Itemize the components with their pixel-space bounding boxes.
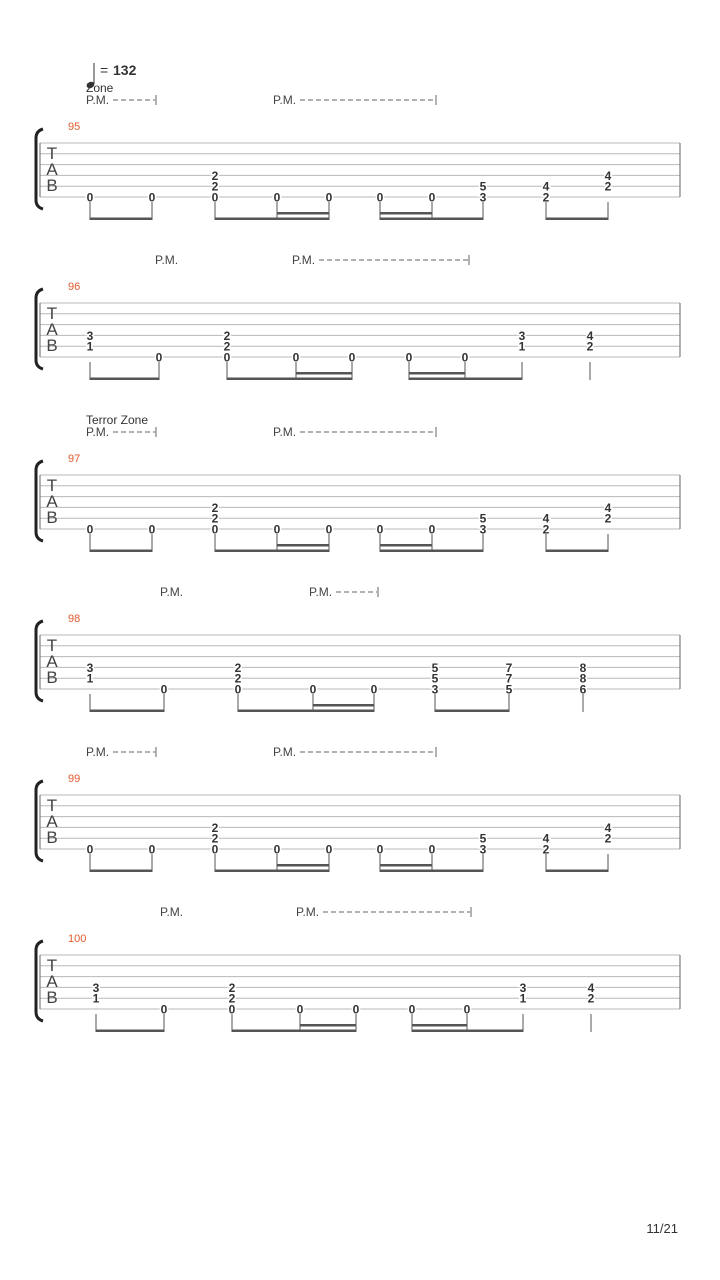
- fret-number: 4: [542, 831, 550, 846]
- fret-number: 0: [160, 1002, 168, 1017]
- fret-number: 2: [211, 179, 219, 194]
- beam: [215, 870, 329, 873]
- fret-number: 7: [505, 671, 513, 686]
- fret-number: 3: [479, 190, 487, 205]
- tab-system: [36, 413, 680, 552]
- fret-number: 0: [211, 190, 219, 205]
- fret-number: 4: [542, 179, 550, 194]
- secondary-beam: [300, 1024, 356, 1027]
- fret-number: 2: [587, 991, 595, 1006]
- fret-number: 3: [92, 980, 100, 995]
- beam: [232, 1030, 356, 1033]
- fret-number: 5: [431, 671, 439, 686]
- fret-number: 2: [542, 190, 550, 205]
- fret-number: 1: [92, 991, 100, 1006]
- fret-number: 2: [542, 522, 550, 537]
- fret-number: 2: [223, 339, 231, 354]
- tab-clef-letter: B: [46, 176, 58, 195]
- fret-number: 2: [228, 991, 236, 1006]
- fret-number: 8: [579, 660, 587, 675]
- fret-number: 0: [211, 842, 219, 857]
- fret-number: 1: [519, 991, 527, 1006]
- beam: [90, 550, 152, 553]
- fret-number: 2: [223, 328, 231, 343]
- measure-number: 97: [68, 453, 81, 465]
- tab-system: [36, 253, 680, 380]
- secondary-beam: [380, 212, 432, 215]
- fret-number: 4: [604, 820, 612, 835]
- fret-number: 0: [296, 1002, 304, 1017]
- fret-number: 2: [586, 339, 594, 354]
- fret-number: 2: [234, 660, 242, 675]
- page-number: 11/21: [646, 1221, 678, 1236]
- palm-mute-label: P.M.: [292, 253, 316, 267]
- beam: [90, 710, 164, 713]
- fret-number: 5: [479, 831, 487, 846]
- fret-number: 2: [211, 820, 219, 835]
- tab-systems: [36, 81, 680, 1032]
- secondary-beam: [313, 704, 374, 707]
- palm-mute-label: P.M.: [309, 585, 333, 599]
- fret-number: 0: [86, 190, 94, 205]
- tab-clef-letter: A: [46, 160, 58, 179]
- tab-clef-letter: A: [46, 320, 58, 339]
- fret-number: 0: [376, 842, 384, 857]
- tab-clef-letter: B: [46, 336, 58, 355]
- fret-number: 2: [604, 179, 612, 194]
- fret-number: 2: [211, 500, 219, 515]
- fret-number: 0: [352, 1002, 360, 1017]
- fret-number: 0: [223, 350, 231, 365]
- fret-number: 0: [463, 1002, 471, 1017]
- palm-mute-label: P.M.: [296, 905, 320, 919]
- palm-mute-label: P.M.: [160, 585, 184, 599]
- fret-number: 0: [292, 350, 300, 365]
- palm-mute-label: P.M.: [86, 745, 110, 759]
- tab-clef-letter: A: [46, 652, 58, 671]
- measure-number: 98: [68, 613, 81, 625]
- tab-clef-letter: T: [46, 304, 58, 323]
- fret-number: 4: [542, 511, 550, 526]
- fret-number: 2: [604, 511, 612, 526]
- tab-clef-letter: T: [46, 796, 58, 815]
- beam: [90, 870, 152, 873]
- tab-clef-letter: B: [46, 828, 58, 847]
- beam: [215, 218, 329, 221]
- fret-number: 2: [211, 168, 219, 183]
- fret-number: 2: [211, 511, 219, 526]
- fret-number: 0: [160, 682, 168, 697]
- beam: [380, 870, 483, 873]
- fret-number: 0: [148, 522, 156, 537]
- fret-number: 0: [461, 350, 469, 365]
- fret-number: 0: [273, 842, 281, 857]
- fret-number: 5: [479, 179, 487, 194]
- tab-clef-letter: B: [46, 668, 58, 687]
- tempo-bpm: 132: [113, 62, 137, 78]
- fret-number: 4: [586, 328, 594, 343]
- secondary-beam: [277, 212, 329, 215]
- palm-mute-label: P.M.: [160, 905, 184, 919]
- tempo-equals: =: [100, 62, 109, 78]
- fret-number: 0: [325, 522, 333, 537]
- fret-number: 4: [604, 168, 612, 183]
- fret-number: 0: [348, 350, 356, 365]
- fret-number: 3: [479, 842, 487, 857]
- fret-number: 0: [86, 522, 94, 537]
- section-label: Terror Zone: [86, 413, 149, 427]
- fret-number: 0: [228, 1002, 236, 1017]
- fret-number: 0: [148, 190, 156, 205]
- fret-number: 0: [309, 682, 317, 697]
- secondary-beam: [277, 864, 329, 867]
- beam: [96, 1030, 164, 1033]
- palm-mute-label: P.M.: [273, 745, 297, 759]
- fret-number: 0: [211, 522, 219, 537]
- beam: [90, 218, 152, 221]
- fret-number: 0: [325, 190, 333, 205]
- fret-number: 0: [376, 190, 384, 205]
- fret-number: 3: [479, 522, 487, 537]
- beam: [215, 550, 329, 553]
- section-label: Zone: [86, 81, 114, 95]
- fret-number: 1: [86, 339, 94, 354]
- beam: [90, 378, 159, 381]
- fret-number: 3: [86, 328, 94, 343]
- fret-number: 3: [431, 682, 439, 697]
- fret-number: 2: [228, 980, 236, 995]
- tab-clef-letter: T: [46, 956, 58, 975]
- fret-number: 4: [604, 500, 612, 515]
- fret-number: 5: [431, 660, 439, 675]
- beam: [546, 870, 608, 873]
- palm-mute-label: P.M.: [86, 425, 110, 439]
- palm-mute-label: P.M.: [273, 93, 297, 107]
- tab-clef-letter: T: [46, 636, 58, 655]
- fret-number: 0: [273, 522, 281, 537]
- fret-number: 3: [519, 980, 527, 995]
- fret-number: 1: [86, 671, 94, 686]
- tab-clef-letter: A: [46, 812, 58, 831]
- fret-number: 8: [579, 671, 587, 686]
- fret-number: 7: [505, 660, 513, 675]
- beam: [238, 710, 374, 713]
- measure-number: 99: [68, 773, 81, 785]
- fret-number: 5: [479, 511, 487, 526]
- fret-number: 0: [405, 350, 413, 365]
- tab-clef-letter: A: [46, 492, 58, 511]
- beam: [380, 218, 483, 221]
- palm-mute-label: P.M.: [273, 425, 297, 439]
- secondary-beam: [277, 544, 329, 547]
- fret-number: 3: [86, 660, 94, 675]
- tab-clef-letter: A: [46, 972, 58, 991]
- measure-number: 100: [68, 933, 87, 945]
- fret-number: 0: [148, 842, 156, 857]
- fret-number: 0: [428, 522, 436, 537]
- palm-mute-label: P.M.: [86, 93, 110, 107]
- beam: [546, 218, 608, 221]
- fret-number: 1: [518, 339, 526, 354]
- secondary-beam: [380, 864, 432, 867]
- fret-number: 2: [234, 671, 242, 686]
- fret-number: 0: [376, 522, 384, 537]
- fret-number: 0: [370, 682, 378, 697]
- measure-number: 96: [68, 281, 81, 293]
- tab-clef-letter: T: [46, 144, 58, 163]
- tab-system: [36, 745, 680, 872]
- secondary-beam: [296, 372, 352, 375]
- fret-number: 4: [587, 980, 595, 995]
- fret-number: 0: [234, 682, 242, 697]
- fret-number: 0: [325, 842, 333, 857]
- palm-mute-label: P.M.: [155, 253, 179, 267]
- tab-clef-letter: B: [46, 988, 58, 1007]
- beam: [380, 550, 483, 553]
- fret-number: 6: [579, 682, 587, 697]
- secondary-beam: [409, 372, 465, 375]
- fret-number: 2: [604, 831, 612, 846]
- tab-clef-letter: B: [46, 508, 58, 527]
- beam: [409, 378, 522, 381]
- beam: [546, 550, 608, 553]
- fret-number: 0: [428, 190, 436, 205]
- tab-system: [36, 585, 680, 712]
- secondary-beam: [412, 1024, 467, 1027]
- fret-number: 5: [505, 682, 513, 697]
- tab-clef-letter: T: [46, 476, 58, 495]
- fret-number: 0: [273, 190, 281, 205]
- measure-number: 95: [68, 121, 81, 133]
- fret-number: 0: [428, 842, 436, 857]
- fret-number: 0: [408, 1002, 416, 1017]
- tab-system: [36, 905, 680, 1032]
- beam: [435, 710, 509, 713]
- fret-number: 3: [518, 328, 526, 343]
- beam: [227, 378, 352, 381]
- tab-system: [36, 81, 680, 220]
- fret-number: 2: [542, 842, 550, 857]
- beam: [412, 1030, 523, 1033]
- fret-number: 2: [211, 831, 219, 846]
- secondary-beam: [380, 544, 432, 547]
- fret-number: 0: [155, 350, 163, 365]
- fret-number: 0: [86, 842, 94, 857]
